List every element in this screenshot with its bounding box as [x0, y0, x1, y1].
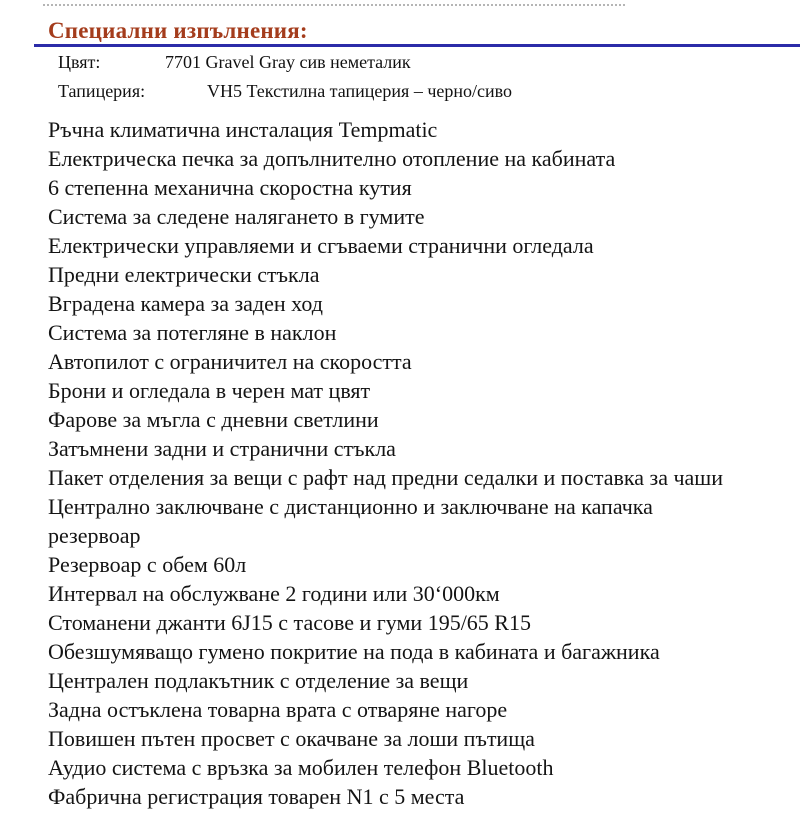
feature-line: Ръчна климатична инсталация Tempmatic: [48, 117, 438, 142]
feature-line: Резервоар с обем 60л: [48, 552, 247, 577]
feature-line: Аудио система с връзка за мобилен телефон Bluetooth: [48, 755, 554, 780]
feature-line: Предни електрически стъкла: [48, 262, 320, 287]
feature-line: Централен подлакътник с отделение за вещи: [48, 668, 469, 693]
feature-line: Вградена камера за заден ход: [48, 291, 323, 316]
feature-line: Задна остъклена товарна врата с отваряне нагоре: [48, 697, 508, 722]
feature-line: Фарове за мъгла с дневни светлини: [48, 407, 379, 432]
feature-line: Фабрична регистрация товарен N1 с 5 места: [48, 784, 465, 809]
feature-line: Електрически управляеми и сгъваеми странични огледала: [48, 233, 594, 258]
feature-line: 6 степенна механична скоростна кутия: [48, 175, 412, 200]
feature-line: Стоманени джанти 6J15 с тасове и гуми 195/65 R15: [48, 610, 531, 635]
upholstery-value: VH5 Текстилна тапицерия – черно/сиво: [207, 81, 512, 101]
section-heading: Специални изпълнения:: [48, 18, 308, 43]
top-dotted-divider: [43, 4, 625, 6]
feature-line: Система за потегляне в наклон: [48, 320, 337, 345]
color-value: 7701 Gravel Gray сив неметалик: [165, 52, 411, 72]
feature-line: Пакет отделения за вещи с рафт над предни седалки и поставка за чаши: [48, 465, 723, 490]
feature-line: Електрическа печка за допълнително отопление на кабината: [48, 146, 616, 171]
feature-line: Централно заключване с дистанционно и заключване на капачка: [48, 494, 653, 519]
feature-line: Интервал на обслужване 2 години или 30‘000км: [48, 581, 500, 606]
feature-line: Обезшумяващо гумено покритие на пода в кабината и багажника: [48, 639, 660, 664]
color-label: Цвят:: [58, 52, 101, 72]
feature-line: Система за следене налягането в гумите: [48, 204, 425, 229]
feature-list: [48, 115, 800, 811]
feature-line: Автопилот с ограничител на скоростта: [48, 349, 412, 374]
feature-line: Брони и огледала в черен мат цвят: [48, 378, 371, 403]
feature-line: Повишен пътен просвет с окачване за лоши пътища: [48, 726, 535, 751]
feature-line: резервоар: [48, 523, 141, 548]
heading-underline-rule: [34, 44, 800, 47]
feature-line: Затъмнени задни и странични стъкла: [48, 436, 396, 461]
upholstery-label: Тапицерия:: [58, 81, 146, 101]
